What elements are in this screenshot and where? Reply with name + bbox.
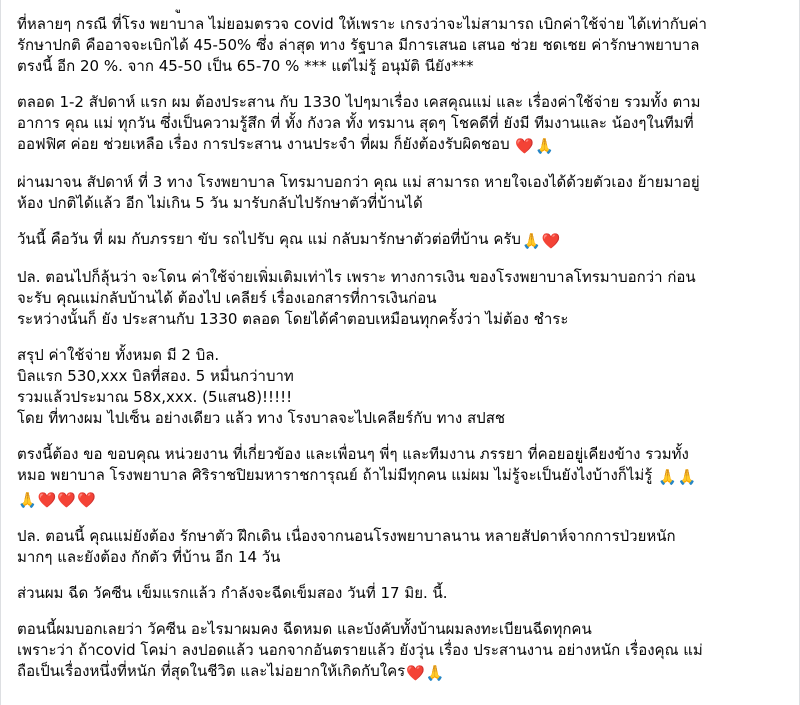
- line-text: ปล. ตอนไปก็ลุ้นว่า จะโดน ค่าใช้จ่ายเพิ่มเติมเท่าไร เพราะ ทางการเงิน ของโรงพยาบาลโทรมาบอกว่า ก่อน: [17, 268, 696, 286]
- line-text: หมอ พยาบาล โรงพยาบาล ศิริราชปิยมหาราชการุณย์ ถ้าไม่มีทุกคน แม่ผม ไม่รู้จะเป็นยังไงบ้างก็ไม่รู้: [17, 466, 658, 484]
- post-paragraph: [17, 444, 785, 511]
- line-text: ตรงนี้ อีก 20 %. จาก 45-50 เป็น 65-70 % *** แต่ไม่รู้ อนุมัติ นียัง***: [17, 57, 474, 75]
- folded-hands-icon: 🙏: [658, 468, 677, 486]
- text-line: [17, 488, 785, 511]
- text-line: [17, 547, 785, 568]
- text-line: [17, 640, 785, 661]
- text-line: [17, 14, 785, 35]
- line-text: วันนี้ คือวัน ที่ ผม กับภรรยา ขับ รถไปรับ คุณ แม่ กลับมารักษาตัวต่อที่บ้าน ครับ: [17, 230, 521, 248]
- line-text: ส่วนผม ฉีด วัคซีน เข็มแรกแล้ว กำลังจะฉีดเข็มสอง วันที่ 17 มิย. นี้.: [17, 584, 448, 602]
- line-text: เพราะว่า ถ้าcovid โคม่า ลงปอดแล้ว นอกจากอันตรายแล้ว ยังวุ่น เรื่อง ประสานงาน อย่างหนัก เรื่องคุณ แม่: [17, 641, 703, 659]
- line-text: ออฟฟิศ ค่อย ช่วยเหลือ เรื่อง การประสาน งานประจำ ที่ผม ก็ยังต้องรับผิดชอบ: [17, 135, 515, 153]
- red-heart-icon: ❤️: [57, 491, 77, 509]
- post-paragraph: [17, 14, 785, 77]
- text-line: [17, 583, 785, 604]
- line-text: ผ่านมาจน สัปดาห์ ที่ 3 ทาง โรงพยาบาล โทรมาบอกว่า คุณ แม่ สามารถ หายใจเองได้ด้วยตัวเอง ย้ายมาอยู่: [17, 173, 700, 191]
- folded-hands-icon: 🙏: [535, 137, 554, 155]
- text-line: [17, 408, 785, 429]
- post-paragraph: [17, 345, 785, 429]
- text-line: [17, 345, 785, 366]
- text-line: [17, 193, 785, 214]
- line-text: ที่หลายๆ กรณี ที่โรง พยาบาล ไม่ยอมตรวจ covid ให้เพราะ เกรงว่าจะไม่สามารถ เบิกค่าใช้จ่าย ได้เท่ากับค่า: [17, 15, 707, 33]
- line-text: มากๆ และยังต้อง กักตัว ที่บ้าน อีก 14 วัน: [17, 548, 281, 566]
- post-paragraph: [17, 92, 785, 157]
- red-heart-icon: ❤️: [77, 491, 96, 509]
- text-line: [17, 134, 785, 157]
- text-line: [17, 465, 785, 488]
- post-paragraph: [17, 172, 785, 214]
- text-line: [17, 444, 785, 465]
- line-text: ระหว่างนั้นก็ ยัง ประสานกับ 1330 ตลอด โดยได้คำตอบเหมือนทุกครั้งว่า ไม่ต้อง ชำระ: [17, 310, 569, 328]
- red-heart-icon: ❤️: [406, 664, 425, 682]
- post-paragraph: [17, 619, 785, 684]
- post-paragraph: [17, 583, 785, 604]
- red-heart-icon: ❤️: [37, 491, 57, 509]
- folded-hands-icon: 🙏: [677, 468, 697, 486]
- text-line: [17, 267, 785, 288]
- line-text: ถือเป็นเรื่องหนึ่งที่หนัก ที่สุดในชีวิต และไม่อยากให้เกิดกับใคร: [17, 662, 406, 680]
- text-line: [17, 35, 785, 56]
- line-text: ตอนนี้ผมบอกเลยว่า วัคซีน อะไรมาผมคง ฉีดหมด และบังคับทั้งบ้านผมลงทะเบียนฉีดทุกคน: [17, 620, 592, 638]
- text-line: [17, 526, 785, 547]
- red-heart-icon: ❤️: [515, 137, 535, 155]
- line-text: บิลแรก 530,xxx บิลที่สอง. 5 หมื่นกว่าบาท: [17, 367, 294, 385]
- folded-hands-icon: 🙏: [521, 232, 541, 250]
- line-text: รวมแล้วประมาณ 58x,xxx. (5แสน8)!!!!!: [17, 388, 293, 406]
- text-line: [17, 387, 785, 408]
- text-line: [17, 366, 785, 387]
- post-paragraph: [17, 229, 785, 252]
- text-line: [17, 229, 785, 252]
- text-line: [17, 56, 785, 77]
- line-text: ปล. ตอนนี้ คุณแม่ยังต้อง รักษาตัว ฝึกเดิน เนื่องจากนอนโรงพยาบาลนาน หลายสัปดาห์จากการป่วยหนัก: [17, 527, 676, 545]
- line-text: สรุป ค่าใช้จ่าย ทั้งหมด มี 2 บิล.: [17, 346, 220, 364]
- post-paragraph: [17, 267, 785, 330]
- line-text: จะรับ คุณแม่กลับบ้านได้ ต้องไป เคลียร์ เรื่องเอกสารที่การเงินก่อน: [17, 289, 437, 307]
- text-line: [17, 661, 785, 684]
- folded-hands-icon: 🙏: [425, 664, 445, 682]
- text-line: [17, 288, 785, 309]
- red-heart-icon: ❤️: [541, 232, 561, 250]
- line-text: รักษาปกติ คืออาจจะเบิกได้ 45-50% ซึ่ง ล่าสุด ทาง รัฐบาล มีการเสนอ เสนอ ช่วย ชดเชย ค่ารักษาพยาบาล: [17, 36, 700, 54]
- line-text: ตรงนี้ต้อง ขอ ขอบคุณ หน่วยงาน ที่เกี่ยวข้อง และเพื่อนๆ พี่ๆ และทีมงาน ภรรยา ที่คอยอยู่เคียงข้าง รวมทั้ง: [17, 445, 689, 463]
- text-line: [17, 113, 785, 134]
- text-line: [17, 309, 785, 330]
- post-paragraph: [17, 526, 785, 568]
- line-text: ห้อง ปกติได้แล้ว อีก ไม่เกิน 5 วัน มารับกลับไปรักษาตัวที่บ้านได้: [17, 194, 423, 212]
- line-text: ตลอด 1-2 สัปดาห์ แรก ผม ต้องประสาน กับ 1330 ไปๆมาเรื่อง เคสคุณแม่ และ เรื่องค่าใช้จ่าย รวมทั้ง ตาม: [17, 93, 701, 111]
- line-text: อาการ คุณ แม่ ทุกวัน ซึ่งเป็นความรู้สึก ที่ ทั้ง กังวล ทั้ง ทรมาน สุดๆ โชคดีที่ ยังมี ทีมงานและ น้องๆในทีมที่: [17, 114, 694, 132]
- text-line: [17, 172, 785, 193]
- post-body: [17, 0, 785, 684]
- line-text: โดย ที่ทางผม ไปเซ็น อย่างเดียว แล้ว ทาง โรงบาลจะไปเคลียร์กับ ทาง สปสช: [17, 409, 506, 427]
- text-line: [17, 92, 785, 113]
- folded-hands-icon: 🙏: [18, 491, 37, 509]
- text-line: [17, 619, 785, 640]
